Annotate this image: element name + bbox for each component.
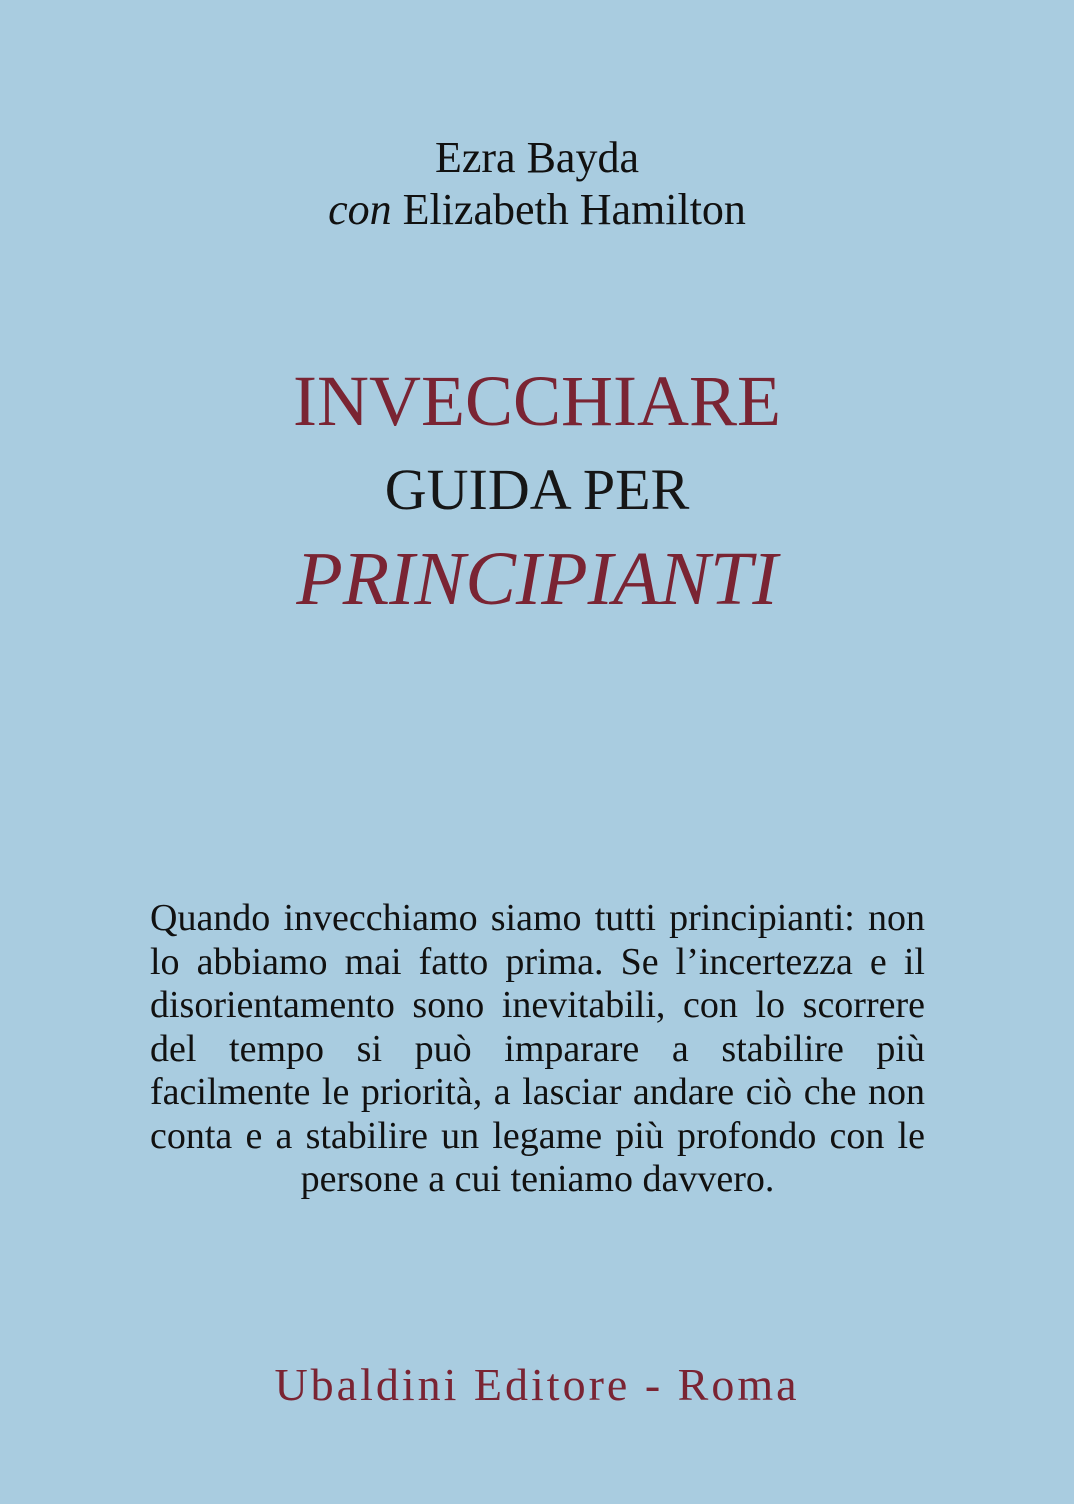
authors-block [0,132,1074,236]
co-author-line [0,184,1074,236]
title-line-2: GUIDA PER [384,457,690,522]
title-line-1: INVECCHIARE [293,361,781,441]
author-name: Ezra Bayda [435,133,639,182]
co-author-name: Elizabeth Hamilton [402,185,746,234]
publisher-imprint: Ubaldini Editore - Roma [274,1359,800,1410]
book-title [0,355,1074,625]
with-word: con [328,185,392,234]
back-blurb: Quando invecchiamo siamo tutti principianti: non lo abbiamo mai fatto prima. Se l’incertezza e il disorientamento sono inevitabili, con lo scorrere del tempo si può imparare a stabilire più facilmente le priorità, a lasciar andare ciò che non conta e a stabilire un legame più profondo con le persone a cui teniamo davvero. [150,897,925,1200]
title-line-3: PRINCIPIANTI [296,537,778,621]
